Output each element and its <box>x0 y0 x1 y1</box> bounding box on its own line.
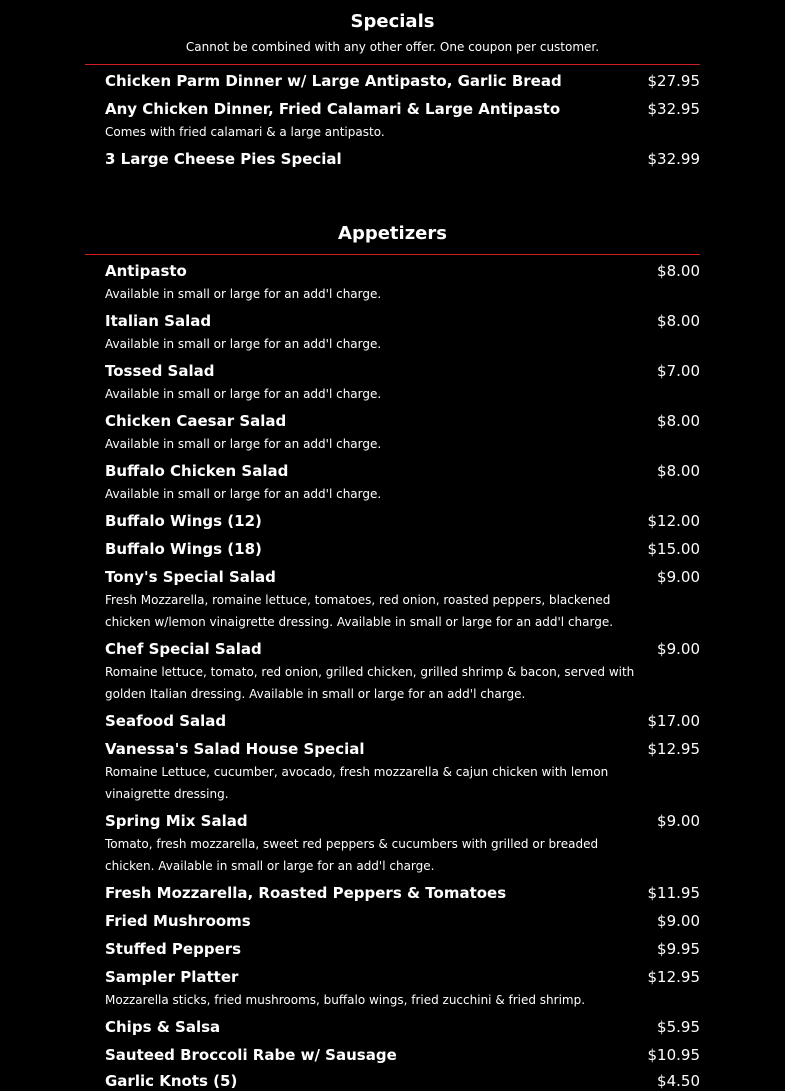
menu-item-price: $11.95 <box>647 884 700 902</box>
specials-title: Specials <box>350 11 435 32</box>
menu-item-price: $8.00 <box>657 262 700 280</box>
menu-item-description: Available in small or large for an add'l charge. <box>105 337 382 351</box>
menu-item-name[interactable]: Buffalo Wings (18) <box>105 540 262 558</box>
appetizers-divider <box>85 254 700 255</box>
menu-item-name[interactable]: Fried Mushrooms <box>105 912 251 930</box>
menu-item-description: Available in small or large for an add'l charge. <box>105 437 382 451</box>
menu-item-price: $12.00 <box>647 512 700 530</box>
menu-item-name[interactable]: Spring Mix Salad <box>105 812 248 830</box>
menu-item-description: Tomato, fresh mozzarella, sweet red peppers & cucumbers with grilled or breaded chicken. Available in small or large for an add'l charge. <box>105 837 599 873</box>
menu-item-price: $5.95 <box>657 1018 700 1036</box>
menu-item-price: $4.50 <box>657 1072 700 1090</box>
menu-item-description: Mozzarella sticks, fried mushrooms, buffalo wings, fried zucchini & fried shrimp. <box>105 993 586 1007</box>
menu-item-name[interactable]: Any Chicken Dinner, Fried Calamari & Large Antipasto <box>105 100 561 118</box>
menu-item-price: $9.00 <box>657 812 700 830</box>
menu-item-name[interactable]: Tony's Special Salad <box>105 568 276 586</box>
menu-item-name[interactable]: Sampler Platter <box>105 968 239 986</box>
menu-item-price: $17.00 <box>647 712 700 730</box>
menu-item-description: Available in small or large for an add'l charge. <box>105 487 382 501</box>
menu-item-name[interactable]: Italian Salad <box>105 312 212 330</box>
menu-item-description: Comes with fried calamari & a large antipasto. <box>105 125 385 139</box>
menu-item-price: $9.00 <box>657 640 700 658</box>
menu-item-price: $8.00 <box>657 312 700 330</box>
menu-item-name[interactable]: Chef Special Salad <box>105 640 262 658</box>
menu-item-price: $10.95 <box>647 1046 700 1064</box>
menu-item-name[interactable]: Garlic Knots (5) <box>105 1072 238 1090</box>
menu-item-description: Available in small or large for an add'l charge. <box>105 387 382 401</box>
menu-item-name[interactable]: Seafood Salad <box>105 712 227 730</box>
menu-item-name[interactable]: Chicken Parm Dinner w/ Large Antipasto, Garlic Bread <box>105 72 562 90</box>
appetizers-title: Appetizers <box>338 223 447 244</box>
menu-item-price: $12.95 <box>647 968 700 986</box>
menu-item-name[interactable]: Chips & Salsa <box>105 1018 221 1036</box>
menu-item-name[interactable]: Buffalo Wings (12) <box>105 512 262 530</box>
menu-item-name[interactable]: Fresh Mozzarella, Roasted Peppers & Tomatoes <box>105 884 507 902</box>
menu-item-name[interactable]: Antipasto <box>105 262 187 280</box>
menu-item-name[interactable]: Sauteed Broccoli Rabe w/ Sausage <box>105 1046 397 1064</box>
menu-item-price: $9.00 <box>657 912 700 930</box>
menu-item-name[interactable]: Chicken Caesar Salad <box>105 412 287 430</box>
menu-item-price: $27.95 <box>647 72 700 90</box>
menu-item-description: Available in small or large for an add'l charge. <box>105 287 382 301</box>
menu-item-name[interactable]: Tossed Salad <box>105 362 215 380</box>
specials-subtitle: Cannot be combined with any other offer. One coupon per customer. <box>185 40 600 54</box>
menu-item-price: $8.00 <box>657 412 700 430</box>
menu-item-description: Fresh Mozzarella, romaine lettuce, tomatoes, red onion, roasted peppers, blackened chicken w/lemon vinaigrette dressing. Available in small or large for an add'l charge. <box>105 593 614 629</box>
specials-divider <box>85 64 700 65</box>
menu-item-price: $32.99 <box>647 150 700 168</box>
menu-item-name[interactable]: Vanessa's Salad House Special <box>105 740 365 758</box>
menu-item-price: $12.95 <box>647 740 700 758</box>
menu-item-description: Romaine Lettuce, cucumber, avocado, fresh mozzarella & cajun chicken with lemon vinaigrette dressing. <box>105 765 609 801</box>
menu-item-price: $9.00 <box>657 568 700 586</box>
menu-item-price: $9.95 <box>657 940 700 958</box>
menu-item-price: $8.00 <box>657 462 700 480</box>
menu-item-name[interactable]: Stuffed Peppers <box>105 940 242 958</box>
menu-item-name[interactable]: Buffalo Chicken Salad <box>105 462 289 480</box>
menu-item-name[interactable]: 3 Large Cheese Pies Special <box>105 150 342 168</box>
menu-item-description: Romaine lettuce, tomato, red onion, grilled chicken, grilled shrimp & bacon, served with golden Italian dressing. Available in small or large for an add'l charge. <box>105 665 635 701</box>
menu-item-price: $32.95 <box>647 100 700 118</box>
menu-item-price: $7.00 <box>657 362 700 380</box>
menu-item-price: $15.00 <box>647 540 700 558</box>
